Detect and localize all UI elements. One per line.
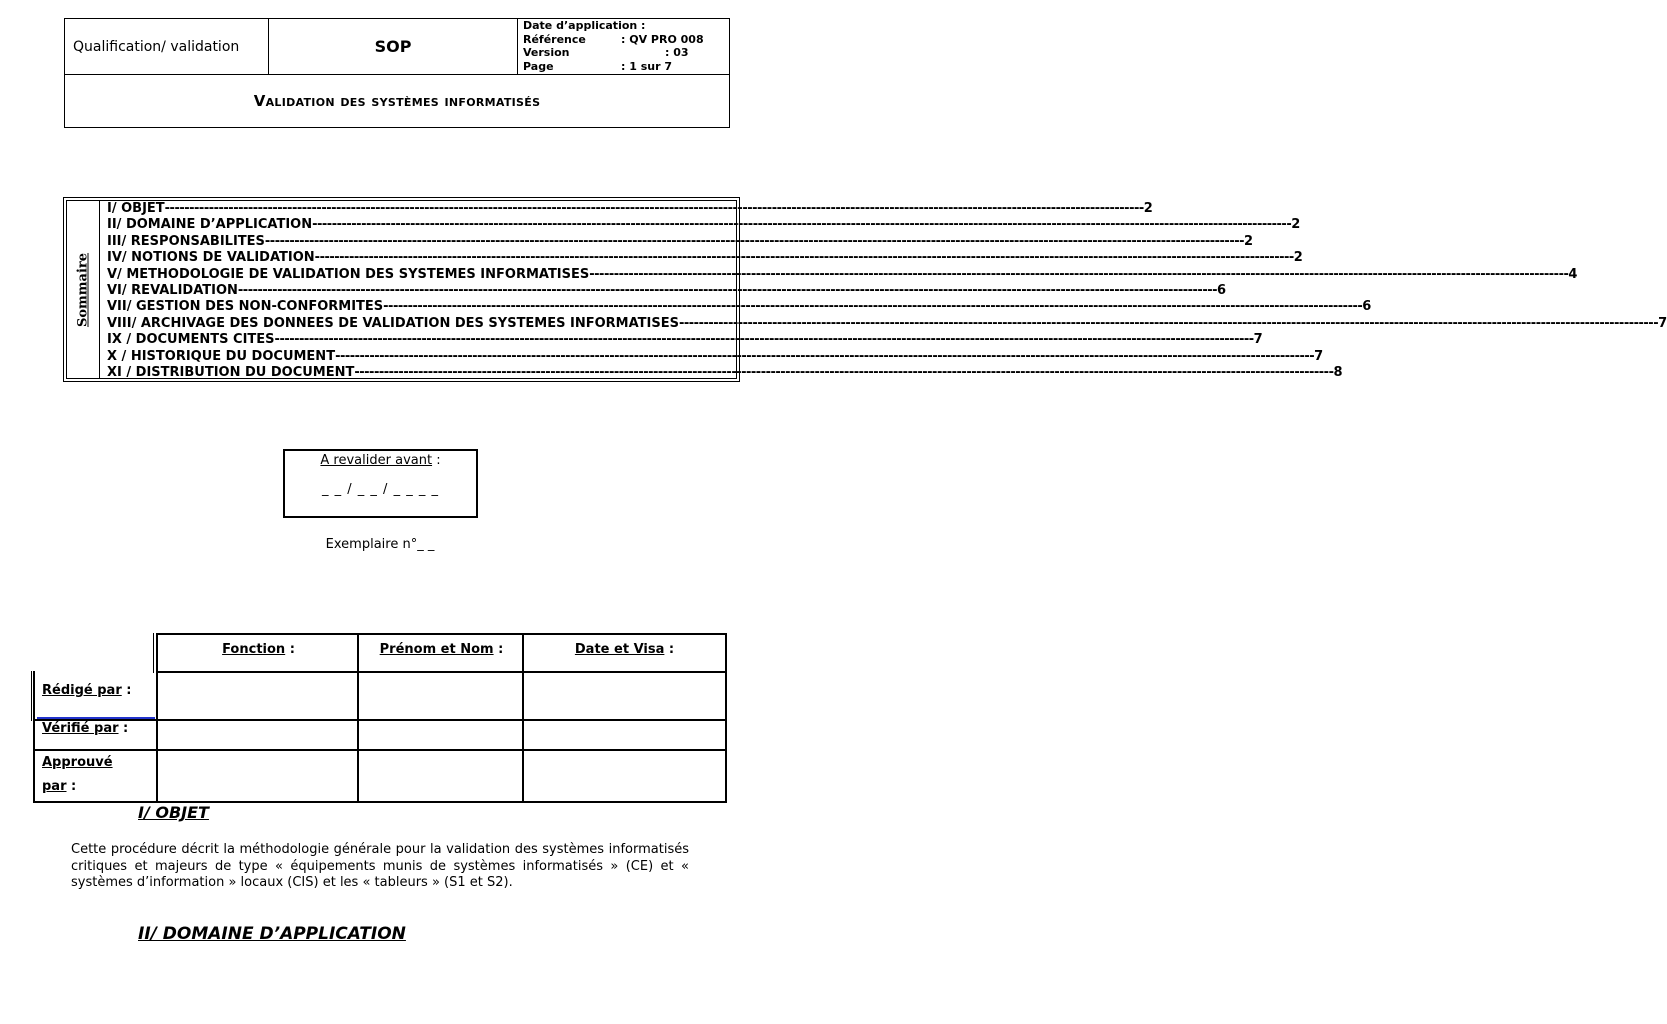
row-label-line1: Approuvé [42, 755, 113, 770]
toc-item-title: V/ METHODOLOGIE DE VALIDATION DES SYSTEMES INFORMATISES [107, 266, 590, 282]
header-category: Qualification/ validation [65, 19, 269, 74]
table-of-contents [63, 197, 1667, 382]
cell-approuve-visa[interactable] [522, 749, 727, 803]
cell-approuve-nom[interactable] [357, 749, 524, 803]
toc-item-page: 7 [1314, 348, 1324, 364]
meta-reference [523, 33, 729, 47]
toc-leader: -------------------------------------------------------------------------------------------------------------------------------------------------------------------------------------------------------- [237, 283, 1218, 299]
toc-item-page: 2 [1293, 250, 1303, 266]
section-heading-objet: I/ OBJET [138, 803, 209, 822]
toc-leader: -------------------------------------------------------------------------------------------------------------------------------------------------------------------------------------------------------- [589, 266, 1569, 282]
toc-side-label: Sommaire [75, 252, 91, 327]
toc-item[interactable] [107, 201, 1153, 217]
col-header-suffix: : [493, 642, 504, 657]
header-meta [517, 19, 729, 74]
toc-leader: -------------------------------------------------------------------------------------------------------------------------------------------------------------------------------------------------------- [383, 299, 1363, 315]
header-doc-type: SOP [269, 19, 518, 74]
col-header-suffix: : [664, 642, 675, 657]
meta-version [523, 46, 729, 60]
toc-item-title: VI/ REVALIDATION [107, 283, 238, 299]
col-header-fonction [156, 633, 359, 673]
col-header-label: Date et Visa [574, 642, 665, 657]
toc-item[interactable] [107, 233, 1254, 250]
exemplaire-number: Exemplaire n°_ _ [325, 537, 435, 552]
meta-date [523, 19, 729, 33]
revalidation-colon: : [432, 453, 441, 468]
toc-item[interactable] [107, 217, 1301, 233]
row-outer-rule [31, 671, 32, 721]
toc-item-page: 6 [1362, 299, 1372, 315]
header-row [65, 19, 729, 75]
col-header-text [524, 635, 725, 657]
row-label-approuve [33, 749, 158, 803]
toc-item[interactable] [107, 332, 1263, 348]
row-label-suffix: : [121, 683, 132, 698]
revalidation-label-text: A revalider avant [320, 453, 433, 468]
row-label-suffix: : [66, 779, 77, 794]
cell-verifie-visa[interactable] [522, 719, 727, 751]
cell-redige-visa[interactable] [522, 671, 727, 721]
row-label-text [35, 719, 158, 736]
row-label: Rédigé par [42, 683, 122, 698]
toc-item[interactable] [107, 365, 1343, 381]
row-label-line2: par [42, 779, 67, 794]
toc-item[interactable] [107, 348, 1324, 365]
section-heading-domaine: II/ DOMAINE D’APPLICATION [138, 924, 406, 944]
toc-item-page: 6 [1217, 283, 1227, 299]
signature-table [33, 633, 727, 803]
meta-key: Page [523, 59, 554, 73]
meta-key: Date d’application : [523, 19, 646, 32]
toc-item-title: XI / DISTRIBUTION DU DOCUMENT [107, 365, 355, 381]
toc-item-page: 2 [1143, 201, 1153, 216]
cell-verifie-nom[interactable] [357, 719, 524, 751]
header-double-rule [153, 633, 154, 673]
toc-item-page: 2 [1244, 233, 1254, 249]
toc-item-page: 4 [1568, 266, 1578, 282]
col-header-label: Prénom et Nom [379, 642, 494, 657]
toc-list [107, 201, 1667, 381]
row-label-suffix: : [118, 721, 129, 736]
toc-leader: -------------------------------------------------------------------------------------------------------------------------------------------------------------------------------------------------------- [314, 250, 1294, 266]
toc-item-title: II/ DOMAINE D’APPLICATION [107, 217, 313, 233]
document-header [64, 18, 730, 128]
toc-item-title: III/ RESPONSABILITES [107, 233, 265, 249]
toc-leader: -------------------------------------------------------------------------------------------------------------------------------------------------------------------------------------------------------- [354, 365, 1334, 381]
row-label-verifie [33, 719, 158, 751]
row-label: Vérifié par [42, 721, 119, 736]
toc-leader: -------------------------------------------------------------------------------------------------------------------------------------------------------------------------------------------------------- [274, 332, 1254, 348]
row-label-text [35, 671, 158, 698]
toc-item-title: X / HISTORIQUE DU DOCUMENT [107, 348, 336, 364]
toc-item-title: VIII/ ARCHIVAGE DES DONNEES DE VALIDATION DES SYSTEMES INFORMATISES [107, 315, 679, 331]
toc-leader: -------------------------------------------------------------------------------------------------------------------------------------------------------------------------------------------------------- [312, 217, 1292, 233]
toc-item[interactable] [107, 266, 1578, 283]
cell-approuve-fonction[interactable] [156, 749, 359, 803]
meta-value: : 03 [665, 46, 689, 59]
toc-item-title: I/ OBJET [107, 201, 165, 216]
document-title: Validation des systèmes informatisés [253, 92, 541, 110]
meta-key: Version [523, 46, 570, 59]
toc-item-title: IX / DOCUMENTS CITES [107, 332, 275, 348]
toc-item-page: 7 [1253, 332, 1263, 348]
meta-value: : 1 sur 7 [621, 59, 672, 73]
cell-redige-nom[interactable] [357, 671, 524, 721]
row-label-text [35, 749, 158, 799]
col-header-label: Fonction [222, 642, 286, 657]
meta-value: : QV PRO 008 [621, 32, 704, 46]
cell-verifie-fonction[interactable] [156, 719, 359, 751]
meta-key: Référence [523, 32, 586, 46]
row-label-redige [33, 671, 158, 721]
cell-redige-fonction[interactable] [156, 671, 359, 721]
toc-leader: -------------------------------------------------------------------------------------------------------------------------------------------------------------------------------------------------------- [164, 201, 1144, 216]
section-objet-text: Cette procédure décrit la méthodologie générale pour la validation des systèmes informatisés critiques et majeurs de type « équipements munis de systèmes informatisés » (CE) et « systèmes d’information » locaux (CIS) et les « tableurs » (S1 et S2). [71, 842, 689, 890]
toc-item-title: IV/ NOTIONS DE VALIDATION [107, 250, 315, 266]
col-header-date-visa [522, 633, 727, 673]
toc-leader: -------------------------------------------------------------------------------------------------------------------------------------------------------------------------------------------------------- [335, 348, 1315, 364]
toc-item-page: 8 [1333, 365, 1343, 381]
toc-item[interactable] [107, 283, 1227, 299]
revalidation-label [285, 453, 476, 468]
toc-inner-frame [66, 200, 1667, 381]
revalidation-date-field[interactable]: _ _ / _ _ / _ _ _ _ [322, 482, 439, 497]
col-header-text [359, 635, 524, 657]
toc-item[interactable] [107, 299, 1372, 315]
toc-item[interactable] [107, 315, 1667, 332]
col-header-text [158, 635, 359, 657]
toc-item[interactable] [107, 250, 1303, 266]
col-header-prenom-nom [357, 633, 524, 673]
revalidation-box [283, 449, 478, 518]
toc-side-label-cell [67, 201, 100, 378]
toc-leader: -------------------------------------------------------------------------------------------------------------------------------------------------------------------------------------------------------- [264, 233, 1245, 249]
toc-leader: -------------------------------------------------------------------------------------------------------------------------------------------------------------------------------------------------------- [678, 315, 1659, 331]
col-header-suffix: : [285, 642, 295, 657]
meta-page [523, 60, 729, 74]
toc-item-page: 7 [1658, 315, 1667, 331]
toc-item-title: VII/ GESTION DES NON-CONFORMITES [107, 299, 384, 315]
toc-item-page: 2 [1291, 217, 1301, 233]
